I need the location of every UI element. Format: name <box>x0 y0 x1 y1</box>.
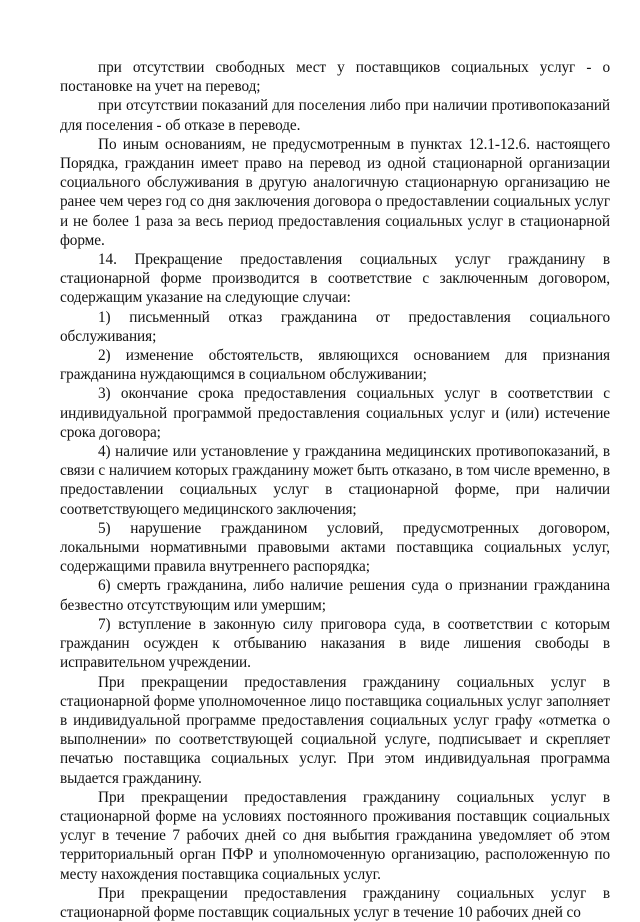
document-page <box>60 58 610 922</box>
list-item: 1) письменный отказ гражданина от предоставления социального обслуживания; <box>60 308 610 345</box>
paragraph: 14. Прекращение предоставления социальных услуг гражданину в стационарной форме производится в соответствие с заключенным договором, содержащим указание на следующие случаи: <box>60 251 610 307</box>
paragraph: при отсутствии свободных мест у поставщиков социальных услуг - о постановке на учет на перевод; <box>60 59 610 96</box>
list-item: 5) нарушение гражданином условий, предусмотренных договором, локальными нормативными правовыми актами поставщика социальных услуг, содержащими правила внутреннего распорядка; <box>60 519 610 576</box>
list-item: 2) изменение обстоятельств, являющихся основанием для признания гражданина нуждающимся в социальном обслуживании; <box>60 347 610 384</box>
list-item: 6) смерть гражданина, либо наличие решения суда о признании гражданина безвестно отсутствующим или умершим; <box>60 577 610 614</box>
list-item: 3) окончание срока предоставления социальных услуг в соответствии с индивидуальной программой предоставления социальных услуг и (или) истечение срока договора; <box>60 385 610 441</box>
paragraph: При прекращении предоставления гражданину социальных услуг в стационарной форме уполномоченное лицо поставщика социальных услуг заполняет в индивидуальной программе предоставления социальных услуг графу «отметка о выполнении» по соответствующей социальной услуге, подписывает и скрепляет печатью поставщика социальных услуг. При этом индивидуальная программа выдается гражданину. <box>60 673 610 787</box>
paragraph: При прекращении предоставления гражданину социальных услуг в стационарной форме на условиях постоянного проживания поставщик социальных услуг в течение 7 рабочих дней со дня выбытия гражданина уведомляет об этом территориальный орган ПФР и уполномоченную организацию, расположенную по месту нахождения поставщика социальных услуг. <box>60 788 610 883</box>
paragraph: при отсутствии показаний для поселения либо при наличии противопоказаний для поселения - об отказе в переводе. <box>60 97 610 134</box>
paragraph: При прекращении предоставления гражданину социальных услуг в стационарной форме поставщик социальных услуг в течение 10 рабочих дней со <box>60 884 610 921</box>
list-item: 4) наличие или установление у гражданина медицинских противопоказаний, в связи с наличием которых гражданину может быть отказано, в том числе временно, в предоставлении социальных услуг в стационарной форме, при наличии соответствующего медицинского заключения; <box>60 443 610 518</box>
paragraph: По иным основаниям, не предусмотренным в пунктах 12.1-12.6. настоящего Порядка, гражданин имеет право на перевод из одной стационарной организации социального обслуживания в другую аналогичную стационарную организацию не ранее чем через год со дня заключения договора о предоставлении социальных услуг и не более 1 раза за весь период предоставления социальных услуг в стационарной форме. <box>60 135 610 249</box>
list-item: 7) вступление в законную силу приговора суда, в соответствии с которым гражданин осужден к отбыванию наказания в виде лишения свободы в исправительном учреждении. <box>60 615 610 672</box>
